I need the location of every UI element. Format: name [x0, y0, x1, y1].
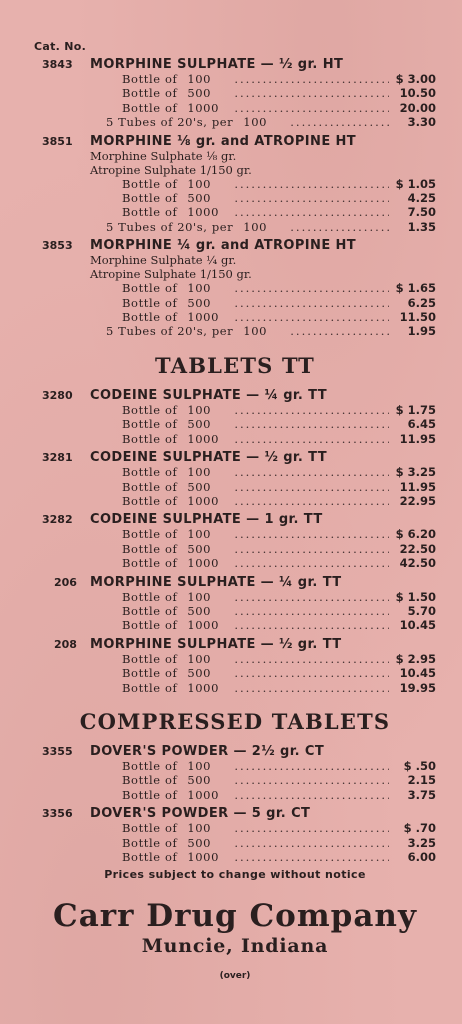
package-quantity: 100 — [187, 72, 212, 86]
package-quantity: 100 — [187, 281, 212, 296]
price-value: $ 6.20 — [395, 527, 436, 542]
package-label — [122, 403, 231, 417]
price-row — [34, 821, 436, 835]
price-row — [34, 590, 436, 604]
dot-leader — [234, 480, 389, 494]
package-type: Bottle of — [122, 72, 178, 86]
dot-leader — [234, 527, 389, 541]
package-quantity: 100 — [187, 527, 212, 542]
catalog-item — [34, 134, 436, 235]
dot-leader — [234, 836, 389, 850]
catalog-number: 3281 — [42, 451, 73, 465]
package-type: Bottle of — [122, 310, 178, 325]
package-label — [122, 86, 231, 100]
price-row — [34, 480, 436, 494]
package-label — [122, 788, 231, 802]
package-quantity: 500 — [187, 417, 212, 432]
dot-leader — [234, 191, 389, 205]
section-heading: TABLETS TT — [155, 352, 315, 378]
dot-leader — [234, 850, 389, 864]
price-row — [34, 494, 436, 508]
catalog-item — [34, 575, 436, 633]
dot-leader — [290, 220, 389, 234]
price-row — [34, 101, 436, 115]
package-type: Bottle of — [122, 431, 178, 446]
dot-leader — [234, 465, 389, 479]
price-row — [34, 618, 436, 632]
catalog-item — [34, 637, 436, 695]
package-quantity: 500 — [187, 835, 212, 850]
price-row — [34, 86, 436, 100]
price-value: 22.95 — [399, 493, 436, 508]
package-quantity: 100 — [187, 651, 212, 666]
dot-leader — [290, 324, 389, 338]
price-row — [34, 296, 436, 310]
catalog-number: 3280 — [42, 388, 73, 402]
package-label — [122, 310, 231, 324]
package-type: Bottle of — [122, 205, 178, 220]
dot-leader — [234, 759, 389, 773]
package-label — [122, 556, 231, 570]
dot-leader — [234, 666, 389, 680]
item-title-row — [34, 450, 436, 465]
product-name: MORPHINE SULPHATE — ½ gr. TT — [90, 636, 342, 652]
catalog-number: 3851 — [42, 134, 73, 148]
package-type: Bottle of — [122, 176, 178, 191]
product-name: DOVER'S POWDER — 5 gr. CT — [90, 806, 311, 822]
price-value: 2.15 — [407, 773, 436, 788]
price-row — [34, 542, 436, 556]
company-name: Carr Drug Company — [53, 898, 417, 935]
package-quantity: 1000 — [187, 787, 220, 802]
ingredient-line: Morphine Sulphate ¼ gr. — [90, 253, 237, 268]
package-label — [122, 604, 231, 618]
price-value: 6.25 — [407, 295, 436, 310]
dot-leader — [234, 618, 389, 632]
price-row — [34, 556, 436, 570]
package-quantity: 500 — [187, 86, 212, 101]
package-label — [106, 115, 287, 129]
package-label — [122, 850, 231, 864]
price-row — [34, 205, 436, 219]
price-value: 4.25 — [407, 191, 436, 206]
package-quantity: 1000 — [187, 493, 220, 508]
package-quantity: 100 — [187, 758, 212, 773]
package-type: Bottle of — [122, 773, 178, 788]
catalog-number: 3853 — [42, 239, 73, 253]
dot-leader — [234, 72, 389, 86]
price-row — [34, 324, 436, 338]
price-row — [34, 773, 436, 787]
dot-leader — [234, 86, 389, 100]
price-row — [34, 417, 436, 431]
dot-leader — [234, 310, 389, 324]
price-value: $ 1.75 — [395, 402, 436, 417]
dot-leader — [234, 494, 389, 508]
package-quantity: 500 — [187, 773, 212, 788]
price-value: 5.70 — [407, 603, 436, 618]
price-value: 3.75 — [407, 787, 436, 802]
package-type: 5 Tubes of 20's, per — [106, 219, 234, 234]
ingredient-line: Atropine Sulphate 1/150 gr. — [90, 267, 252, 282]
package-type: Bottle of — [122, 86, 178, 101]
package-quantity: 1000 — [187, 618, 220, 633]
catalog-number: 3843 — [42, 58, 73, 71]
package-type: Bottle of — [122, 281, 178, 296]
dot-leader — [234, 788, 389, 802]
price-row — [34, 850, 436, 864]
package-quantity: 500 — [187, 479, 212, 494]
package-label — [122, 836, 231, 850]
dot-leader — [234, 773, 389, 787]
package-label — [122, 191, 231, 205]
package-label — [122, 527, 231, 541]
package-quantity: 500 — [187, 191, 212, 206]
product-name: MORPHINE SULPHATE — ¼ gr. TT — [90, 574, 342, 590]
package-quantity: 1000 — [187, 100, 220, 115]
price-row — [34, 604, 436, 618]
package-quantity: 100 — [187, 821, 212, 836]
price-row — [34, 310, 436, 324]
package-type: Bottle of — [122, 100, 178, 115]
price-value: 3.30 — [407, 115, 436, 130]
price-value: $ .70 — [403, 821, 436, 836]
price-value: 10.45 — [399, 666, 436, 681]
price-row — [34, 403, 436, 417]
package-label — [122, 417, 231, 431]
dot-leader — [234, 417, 389, 431]
package-quantity: 1000 — [187, 310, 220, 325]
product-name: CODEINE SULPHATE — 1 gr. TT — [90, 512, 323, 528]
price-value: $ 1.05 — [395, 176, 436, 191]
package-type: Bottle of — [122, 850, 178, 864]
package-type: Bottle of — [122, 295, 178, 310]
catalog-number: 3282 — [42, 513, 73, 527]
item-title-row — [34, 637, 436, 652]
dot-leader — [290, 115, 389, 129]
price-row — [34, 788, 436, 802]
package-quantity: 100 — [243, 115, 268, 130]
package-type: Bottle of — [122, 603, 178, 618]
package-quantity: 500 — [187, 666, 212, 681]
package-quantity: 100 — [187, 402, 212, 417]
price-value: $ 3.25 — [395, 465, 436, 480]
package-label — [122, 465, 231, 479]
package-label — [122, 480, 231, 494]
price-value: 7.50 — [407, 205, 436, 220]
catalog-item — [34, 388, 436, 446]
package-label — [122, 681, 231, 695]
price-list-groups — [34, 57, 436, 864]
package-label — [122, 432, 231, 446]
package-label — [122, 542, 231, 556]
package-type: Bottle of — [122, 651, 178, 666]
package-type: 5 Tubes of 20's, per — [106, 324, 234, 339]
catalog-number: 208 — [54, 637, 77, 651]
cat-no-header: Cat. No. — [34, 40, 87, 53]
item-title-row — [34, 238, 436, 253]
dot-leader — [234, 604, 389, 618]
package-quantity: 100 — [187, 465, 212, 480]
package-label — [122, 652, 231, 666]
price-value: 20.00 — [399, 100, 436, 115]
item-title-row — [34, 134, 436, 149]
price-notice: Prices subject to change without notice — [104, 868, 366, 882]
product-name: CODEINE SULPHATE — ¼ gr. TT — [90, 387, 327, 403]
price-value: $ 3.00 — [395, 72, 436, 86]
price-row — [34, 836, 436, 850]
price-value: $ 2.95 — [395, 651, 436, 666]
price-value: $ 1.50 — [395, 589, 436, 604]
package-label — [122, 296, 231, 310]
package-quantity: 1000 — [187, 556, 220, 571]
dot-leader — [234, 281, 389, 295]
package-label — [122, 281, 231, 295]
package-quantity: 500 — [187, 603, 212, 618]
package-label — [122, 590, 231, 604]
item-title-row — [34, 57, 436, 72]
product-name: DOVER'S POWDER — 2½ gr. CT — [90, 743, 325, 759]
price-row — [34, 666, 436, 680]
price-value: 11.95 — [399, 479, 436, 494]
item-title-row — [34, 744, 436, 759]
price-value: 6.00 — [407, 850, 436, 864]
price-row — [34, 281, 436, 295]
package-label — [122, 72, 231, 86]
package-type: Bottle of — [122, 493, 178, 508]
price-value: $ 1.65 — [395, 281, 436, 296]
package-type: Bottle of — [122, 835, 178, 850]
package-type: Bottle of — [122, 680, 178, 695]
dot-leader — [234, 652, 389, 666]
package-label — [122, 773, 231, 787]
price-row — [34, 527, 436, 541]
package-label — [122, 666, 231, 680]
catalog-item — [34, 450, 436, 508]
price-row — [34, 432, 436, 446]
dot-leader — [234, 403, 389, 417]
product-name: MORPHINE SULPHATE — ½ gr. HT — [90, 57, 344, 72]
dot-leader — [234, 556, 389, 570]
package-type: Bottle of — [122, 618, 178, 633]
package-quantity: 100 — [187, 176, 212, 191]
package-quantity: 1000 — [187, 850, 220, 864]
dot-leader — [234, 177, 389, 191]
ingredient-line: Morphine Sulphate ⅛ gr. — [90, 148, 237, 163]
package-quantity: 100 — [243, 324, 268, 339]
package-quantity: 500 — [187, 541, 212, 556]
price-value: 6.45 — [407, 417, 436, 432]
item-title-row — [34, 575, 436, 590]
package-quantity: 500 — [187, 295, 212, 310]
dot-leader — [234, 590, 389, 604]
company-city: Muncie, Indiana — [141, 935, 329, 958]
package-quantity: 1000 — [187, 431, 220, 446]
price-row — [34, 177, 436, 191]
package-type: Bottle of — [122, 666, 178, 681]
package-label — [122, 821, 231, 835]
price-row — [34, 681, 436, 695]
catalog-item — [34, 238, 436, 339]
price-value: 11.50 — [399, 310, 436, 325]
package-quantity: 100 — [187, 589, 212, 604]
package-label — [106, 324, 287, 338]
dot-leader — [234, 296, 389, 310]
price-row — [34, 115, 436, 129]
price-value: 10.50 — [399, 86, 436, 101]
package-type: Bottle of — [122, 417, 178, 432]
package-label — [122, 618, 231, 632]
item-title-row — [34, 388, 436, 403]
price-value: 3.25 — [407, 835, 436, 850]
price-value: 1.95 — [407, 324, 436, 339]
item-title-row — [34, 512, 436, 527]
package-type: 5 Tubes of 20's, per — [106, 115, 234, 130]
price-value: $ .50 — [403, 758, 436, 773]
catalog-item — [34, 806, 436, 864]
package-quantity: 100 — [243, 219, 268, 234]
package-type: Bottle of — [122, 589, 178, 604]
package-type: Bottle of — [122, 465, 178, 480]
price-value: 22.50 — [399, 541, 436, 556]
package-type: Bottle of — [122, 556, 178, 571]
package-quantity: 1000 — [187, 205, 220, 220]
catalog-item — [34, 512, 436, 570]
catalog-number: 3356 — [42, 807, 73, 821]
catalog-number: 3355 — [42, 744, 73, 758]
package-label — [122, 101, 231, 115]
product-name: MORPHINE ¼ gr. and ATROPINE HT — [90, 238, 357, 254]
dot-leader — [234, 205, 389, 219]
price-value: 10.45 — [399, 618, 436, 633]
package-type: Bottle of — [122, 527, 178, 542]
section-heading: COMPRESSED TABLETS — [79, 708, 391, 734]
dot-leader — [234, 821, 389, 835]
catalog-item — [34, 57, 436, 130]
package-label — [122, 759, 231, 773]
price-value: 1.35 — [407, 219, 436, 234]
dot-leader — [234, 542, 389, 556]
price-row — [34, 652, 436, 666]
package-type: Bottle of — [122, 479, 178, 494]
package-type: Bottle of — [122, 541, 178, 556]
dot-leader — [234, 101, 389, 115]
package-label — [122, 205, 231, 219]
package-label — [122, 177, 231, 191]
price-row — [34, 220, 436, 234]
catalog-item — [34, 744, 436, 802]
price-row — [34, 465, 436, 479]
package-type: Bottle of — [122, 821, 178, 836]
product-name: MORPHINE ⅛ gr. and ATROPINE HT — [90, 133, 357, 149]
package-type: Bottle of — [122, 191, 178, 206]
catalog-number: 206 — [54, 575, 77, 589]
price-row — [34, 759, 436, 773]
item-title-row — [34, 806, 436, 821]
package-type: Bottle of — [122, 787, 178, 802]
price-row — [34, 72, 436, 86]
package-quantity: 1000 — [187, 680, 220, 695]
ingredient-line: Atropine Sulphate 1/150 gr. — [90, 162, 252, 177]
package-type: Bottle of — [122, 758, 178, 773]
product-name: CODEINE SULPHATE — ½ gr. TT — [90, 450, 327, 466]
price-row — [34, 191, 436, 205]
over-note: (over) — [219, 971, 251, 982]
dot-leader — [234, 681, 389, 695]
dot-leader — [234, 432, 389, 446]
package-label — [122, 494, 231, 508]
price-value: 11.95 — [399, 431, 436, 446]
price-value: 19.95 — [399, 680, 436, 695]
price-value: 42.50 — [399, 556, 436, 571]
package-label — [106, 220, 287, 234]
package-type: Bottle of — [122, 402, 178, 417]
